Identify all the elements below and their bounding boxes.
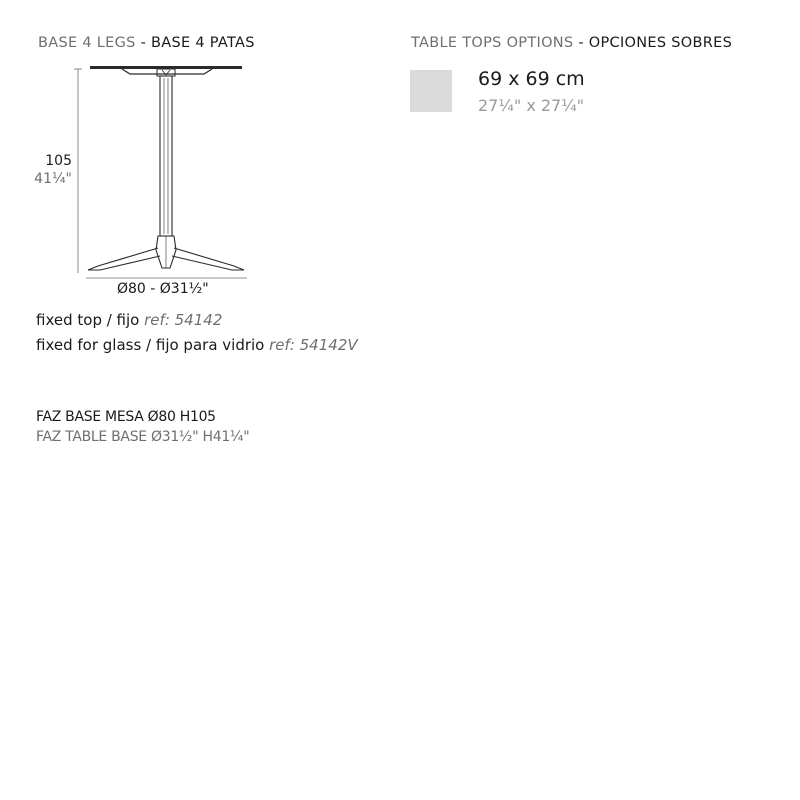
base-title-en: BASE 4 LEGS [38, 35, 136, 51]
variant-label: fixed for glass / fijo para vidrio [36, 336, 265, 354]
diameter-label: Ø80 - Ø31½" [117, 281, 209, 297]
variant-ref: ref: 54142 [144, 311, 223, 329]
top-option-size-cm: 69 x 69 cm [478, 68, 585, 90]
top-option-size-in: 27¼" x 27¼" [478, 96, 585, 115]
variant-label: fixed top / fijo [36, 311, 140, 329]
variant-fixed-glass [36, 336, 358, 354]
title-separator: - [135, 35, 152, 51]
product-name-es: FAZ BASE MESA Ø80 H105 [36, 409, 216, 425]
tops-title-es: OPCIONES SOBRES [588, 35, 733, 51]
table-base-drawing [0, 0, 400, 300]
tops-section-title [411, 35, 732, 51]
base-title-es: BASE 4 PATAS [151, 35, 255, 51]
leg-left [88, 248, 160, 270]
tops-title-en: TABLE TOPS OPTIONS [411, 35, 574, 51]
height-in: 41¼" [34, 171, 72, 187]
height-mm: 105 [45, 153, 72, 169]
tops-title-separator: - [573, 35, 589, 51]
variant-ref: ref: 54142V [269, 336, 358, 354]
top-option-swatch [410, 70, 452, 112]
product-name-en: FAZ TABLE BASE Ø31½" H41¼" [36, 429, 250, 445]
leg-right [172, 248, 244, 270]
column [160, 76, 172, 236]
height-dimension [24, 152, 72, 188]
variant-fixed-top [36, 311, 222, 329]
